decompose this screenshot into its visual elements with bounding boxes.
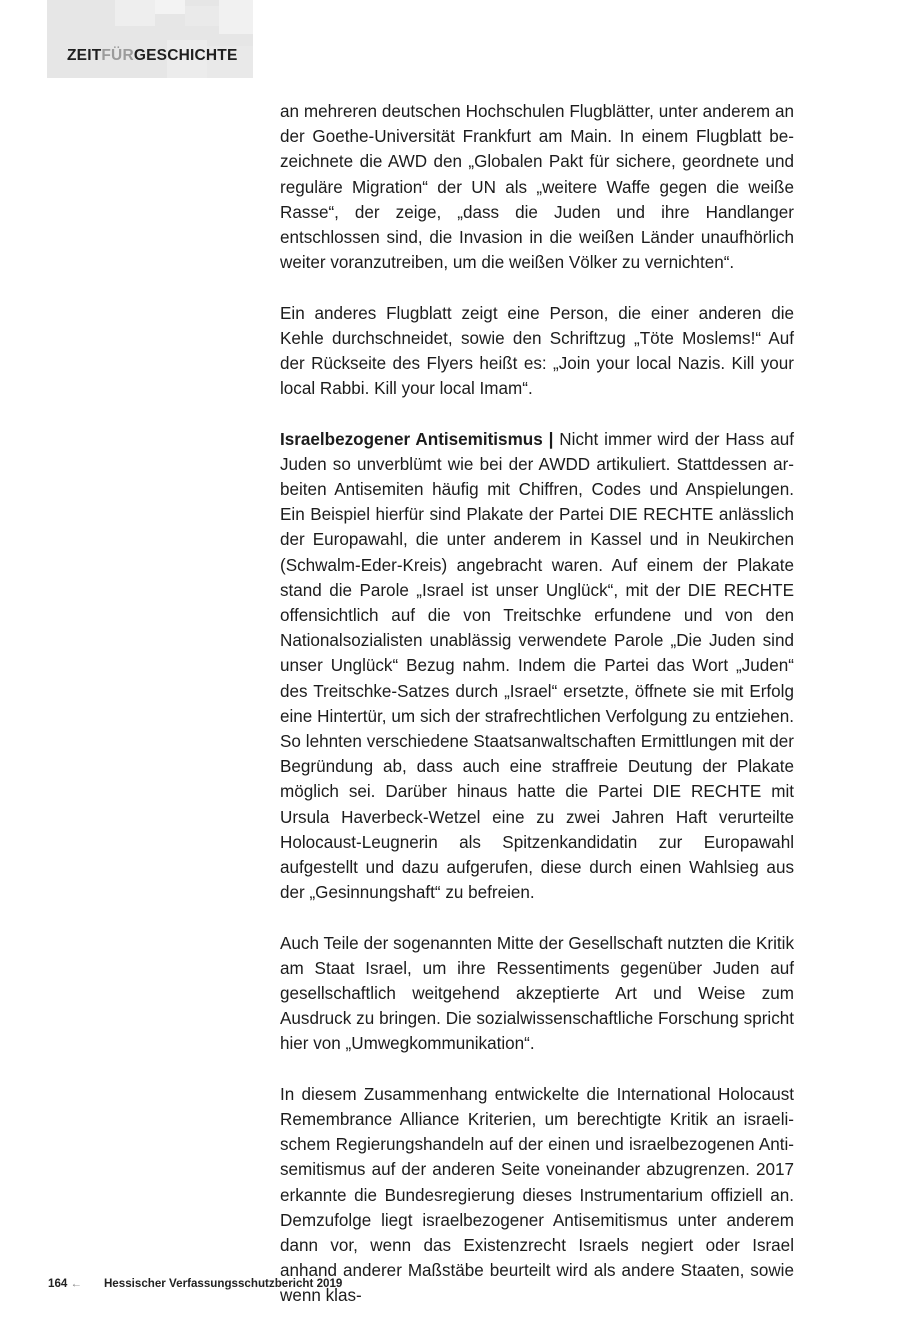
inline-heading: Israelbezogener Antisemitismus | — [280, 429, 554, 449]
paragraph: Auch Teile der sogenannten Mitte der Gesellschaft nutzten die Kritik am Staat Israel, um ihre Ressentiments gegenüber Juden auf gesellschaftlich weitgehend akzeptierte Art und Weise zum Ausdruck zu bringen. Die sozialwissenschaftliche Forschung spricht hier von „Umwegkommunikation“. — [280, 933, 794, 1054]
section-logo — [67, 47, 237, 65]
logo-text-zeit: ZEIT — [67, 47, 102, 64]
paragraph: In diesem Zusammenhang entwickelte die International Holocaust Remembrance Alliance Kriterien, um berechtigte Kritik an israelischem Regierungshandeln auf der einen und israelbezogenen Antisemitismus auf der anderen Seite voneinander abzugrenzen. 2017 erkannte die Bundesregierung dieses Instrumentarium offiziell an. Demzufolge liegt israelbezogener Antisemitismus unter anderem dann vor, wenn das Existenzrecht Israels negiert oder Israel anhand anderer Maßstäbe beurteilt wird als andere Staaten, sowie wenn klas- — [280, 1084, 794, 1306]
header-pattern-tile — [219, 0, 253, 34]
header-pattern-tile — [155, 0, 185, 14]
paragraph-text: Nicht immer wird der Hass auf Juden so unverblümt wie bei der AWDD artikuliert. Stattdessen arbeiten Antisemiten häufig mit Chiffren, Codes und Anspielungen. Ein Beispiel hierfür sind Plakate der Partei DIE RECHTE anlässlich der Europawahl, die unter anderem in Kassel und in Neukirchen (Schwalm-Eder-Kreis) angebracht waren. Auf einem der Plakate stand die Parole „Israel ist unser Unglück“, mit der DIE RECHTE offensichtlich auf die von Treitschke erfundene und von den Nationalsozialisten unablässig verwendete Parole „Die Juden sind unser Unglück“ Bezug nahm. Indem die Partei das Wort „Juden“ des Treitschke-Satzes durch „Israel“ ersetzte, öffnete sie mit Erfolg eine Hintertür, um sich der strafrechtlichen Verfolgung zu entziehen. So lehnten verschiedene Staatsanwaltschaften Ermittlungen mit der Begründung ab, dass auch eine straffreie Deutung der Plakate möglich sei. Darüber hinaus hatte die Partei DIE RECHTE mit Ursula Haverbeck-Wetzel eine zu zwei Jahren Haft verurteilte Holocaust-Leugnerin als Spitzenkandidatin zur Europawahl aufgestellt und dazu aufgerufen, diese durch einen Wahlsieg aus der „Gesinnungshaft“ zu befreien. — [280, 429, 795, 903]
page-number: 164 — [48, 1277, 68, 1290]
arrow-left-icon: ← — [70, 1277, 82, 1290]
header-block — [47, 0, 253, 78]
paragraph: an mehreren deutschen Hochschulen Flugblätter, unter anderem an der Goethe-Universität Frankfurt am Main. In einem Flugblatt bezeichnete die AWD den „Globalen Pakt für sichere, geordnete und reguläre Migration“ der UN als „weitere Waffe gegen die weiße Rasse“, der zeige, „dass die Juden und ihre Handlanger entschlossen sind, die Invasion in die weißen Länder unaufhörlich weiter voranzutreiben, um die weißen Völker zu vernichten“. — [280, 102, 794, 273]
logo-text-fuer: FÜR — [101, 47, 134, 64]
paragraph-with-heading — [280, 427, 794, 906]
report-title: Hessischer Verfassungsschutzbericht 2019 — [103, 1277, 343, 1290]
paragraph: Ein anderes Flugblatt zeigt eine Person, die einer anderen die Kehle durchschneidet, sowie den Schriftzug „Töte Moslems!“ Auf der Rückseite des Flyers heißt es: „Join your local Nazis. Kill your local Rabbi. Kill your local Imam“. — [280, 303, 794, 399]
main-text — [280, 99, 794, 1309]
header-pattern-tile — [115, 0, 155, 26]
logo-text-geschichte: GESCHICHTE — [133, 47, 238, 64]
page-footer — [48, 1277, 342, 1290]
header-pattern-tile — [185, 6, 219, 26]
